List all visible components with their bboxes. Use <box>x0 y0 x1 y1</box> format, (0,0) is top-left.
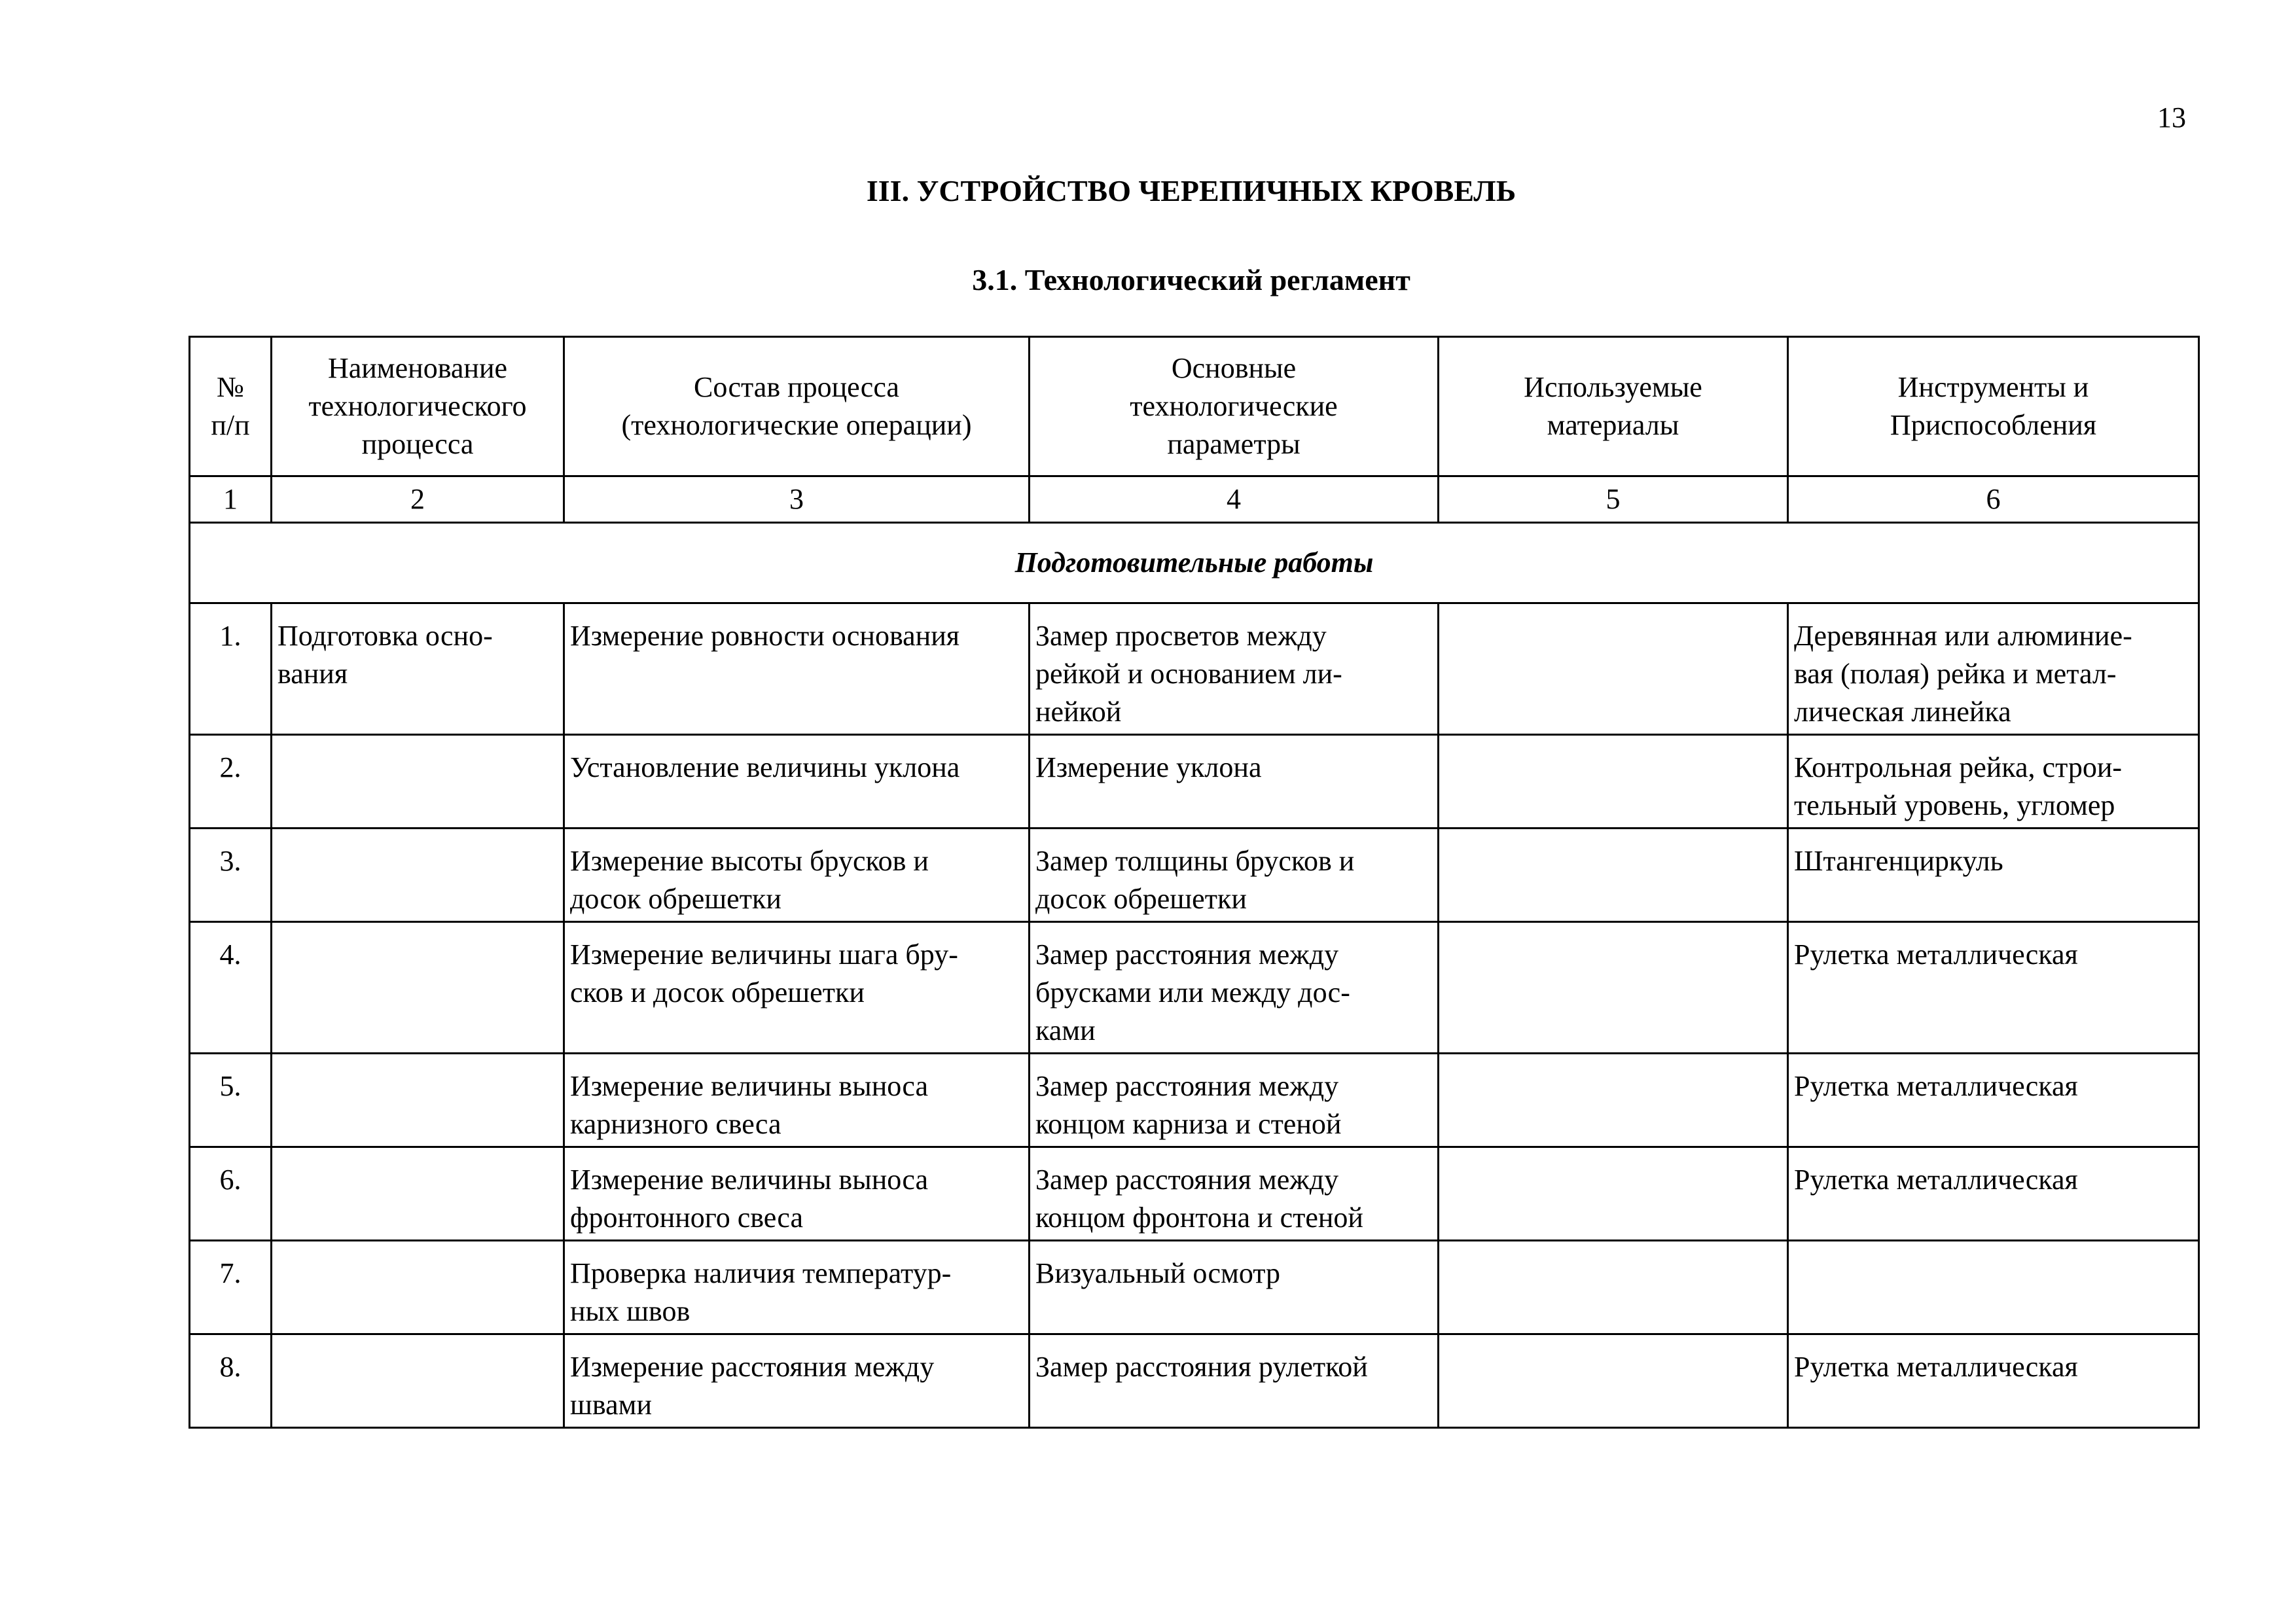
table-row <box>190 829 2199 922</box>
row-number: 2. <box>190 735 272 829</box>
tools-cell: Рулетка металлическая <box>1788 922 2199 1054</box>
parameters-cell: Замер расстояния между концом карниза и стеной <box>1030 1054 1439 1147</box>
tools-cell: Контрольная рейка, строи- тельный уровень, угломер <box>1788 735 2199 829</box>
tools-cell: Штангенциркуль <box>1788 829 2199 922</box>
process-name-cell <box>272 1241 564 1334</box>
parameters-cell: Замер расстояния между брусками или между дос- ками <box>1030 922 1439 1054</box>
table-row <box>190 1147 2199 1241</box>
row-number: 5. <box>190 1054 272 1147</box>
materials-cell <box>1439 829 1788 922</box>
process-name-cell <box>272 1054 564 1147</box>
process-name-cell <box>272 922 564 1054</box>
parameters-cell: Замер расстояния между концом фронтона и стеной <box>1030 1147 1439 1241</box>
tools-cell: Рулетка металлическая <box>1788 1334 2199 1428</box>
materials-cell <box>1439 735 1788 829</box>
operations-cell: Установление величины уклона <box>564 735 1030 829</box>
chapter-title: III. УСТРОЙСТВО ЧЕРЕПИЧНЫХ КРОВЕЛЬ <box>866 174 1516 207</box>
table-row <box>190 1241 2199 1334</box>
operations-cell: Измерение величины шага бру- сков и досок обрешетки <box>564 922 1030 1054</box>
header-tools: Инструменты и Приспособления <box>1788 337 2199 476</box>
row-number: 3. <box>190 829 272 922</box>
tools-cell: Рулетка металлическая <box>1788 1054 2199 1147</box>
header-materials: Используемые материалы <box>1439 337 1788 476</box>
header-number: № п/п <box>190 337 272 476</box>
table-row <box>190 922 2199 1054</box>
header-parameters: Основные технологические параметры <box>1030 337 1439 476</box>
materials-cell <box>1439 1147 1788 1241</box>
tools-cell <box>1788 1241 2199 1334</box>
tools-cell: Рулетка металлическая <box>1788 1147 2199 1241</box>
process-name-cell <box>272 829 564 922</box>
row-number: 1. <box>190 603 272 735</box>
parameters-cell: Замер просветов между рейкой и основанием ли- нейкой <box>1030 603 1439 735</box>
parameters-cell: Замер расстояния рулеткой <box>1030 1334 1439 1428</box>
process-name-cell: Подготовка осно- вания <box>272 603 564 735</box>
page-number: 13 <box>2157 101 2186 134</box>
table-row <box>190 735 2199 829</box>
materials-cell <box>1439 922 1788 1054</box>
column-number: 4 <box>1030 476 1439 523</box>
operations-cell: Измерение ровности основания <box>564 603 1030 735</box>
group-row <box>190 523 2199 603</box>
process-name-cell <box>272 1147 564 1241</box>
column-number-row <box>190 476 2199 523</box>
table-row <box>190 1054 2199 1147</box>
parameters-cell: Измерение уклона <box>1030 735 1439 829</box>
column-number: 5 <box>1439 476 1788 523</box>
operations-cell: Измерение высоты брусков и досок обрешетки <box>564 829 1030 922</box>
operations-cell: Измерение величины выноса фронтонного свеса <box>564 1147 1030 1241</box>
materials-cell <box>1439 603 1788 735</box>
operations-cell: Измерение расстояния между швами <box>564 1334 1030 1428</box>
section-title: 3.1. Технологический регламент <box>972 263 1410 296</box>
parameters-cell: Замер толщины брусков и досок обрешетки <box>1030 829 1439 922</box>
process-name-cell <box>272 1334 564 1428</box>
row-number: 7. <box>190 1241 272 1334</box>
row-number: 6. <box>190 1147 272 1241</box>
row-number: 4. <box>190 922 272 1054</box>
operations-cell: Измерение величины выноса карнизного свеса <box>564 1054 1030 1147</box>
process-name-cell <box>272 735 564 829</box>
table-row <box>190 1334 2199 1428</box>
materials-cell <box>1439 1054 1788 1147</box>
header-process-name: Наименование технологического процесса <box>272 337 564 476</box>
materials-cell <box>1439 1241 1788 1334</box>
column-number: 3 <box>564 476 1030 523</box>
table-row <box>190 603 2199 735</box>
group-title: Подготовительные работы <box>190 523 2199 603</box>
column-number: 2 <box>272 476 564 523</box>
materials-cell <box>1439 1334 1788 1428</box>
operations-cell: Проверка наличия температур- ных швов <box>564 1241 1030 1334</box>
tools-cell: Деревянная или алюминие- вая (полая) рейка и метал- лическая линейка <box>1788 603 2199 735</box>
row-number: 8. <box>190 1334 272 1428</box>
column-number: 6 <box>1788 476 2199 523</box>
regulation-table <box>188 336 2200 1429</box>
header-row <box>190 337 2199 476</box>
column-number: 1 <box>190 476 272 523</box>
header-process-composition: Состав процесса (технологические операции) <box>564 337 1030 476</box>
parameters-cell: Визуальный осмотр <box>1030 1241 1439 1334</box>
